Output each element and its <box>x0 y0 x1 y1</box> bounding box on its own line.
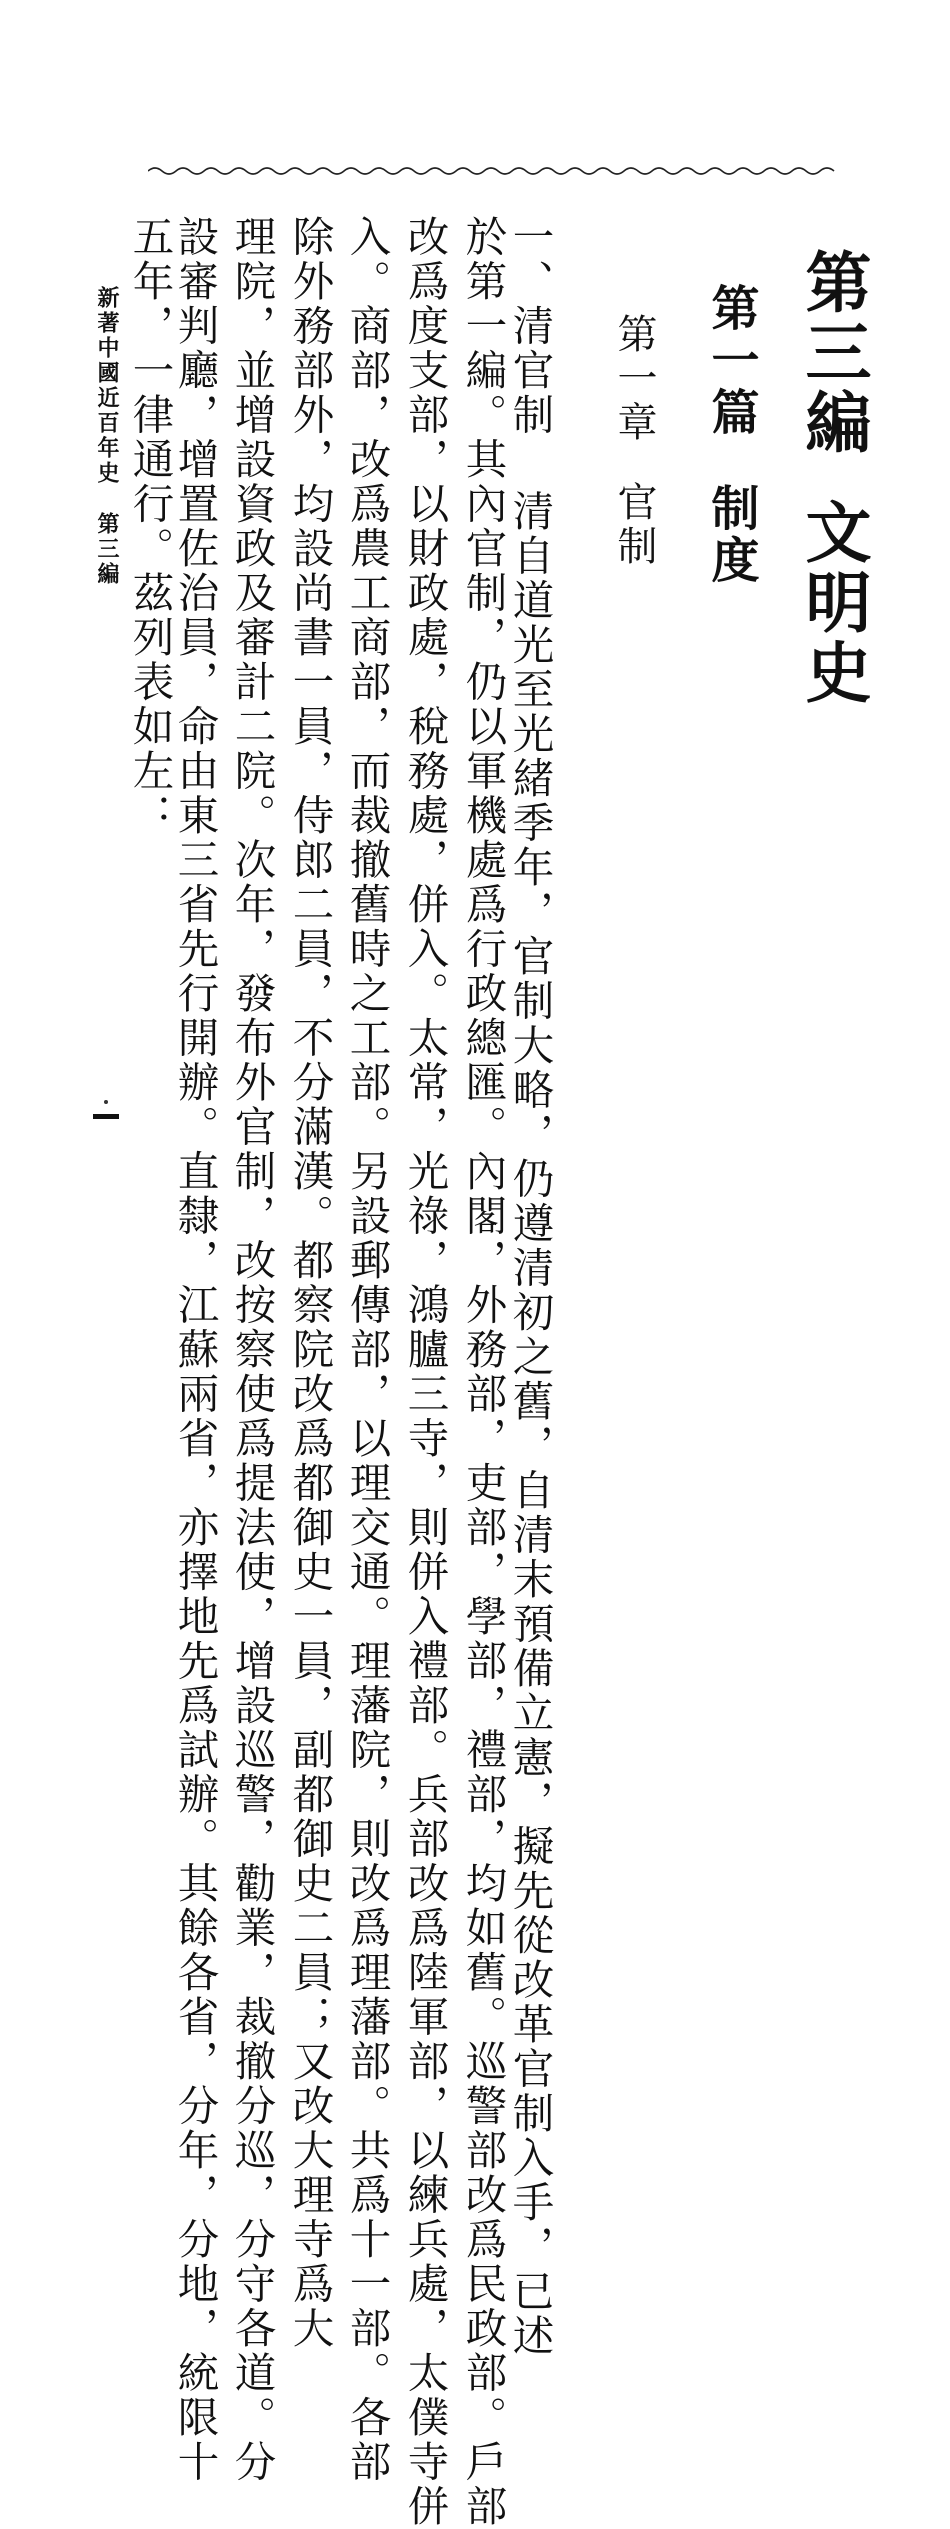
body-text-column: 一、清官制 清自道光至光緒季年，官制大略，仍遵清初之舊，自清末預備立憲，擬先從改革官制入手，已述 <box>505 215 555 2359</box>
page-number <box>93 1114 119 1119</box>
chapter-label: 第一篇 <box>703 283 759 439</box>
body-text-column: 五年，一律通行。茲列表如左： <box>125 215 175 838</box>
part-title-label: 第三編 <box>794 248 872 458</box>
part-title <box>794 248 872 708</box>
body-text-column: 除外務部外，均設尚書一員，侍郎二員，不分滿漢。都察院改爲都御史一員，副都御史二員；又改大理寺爲大 <box>285 215 335 2351</box>
running-footer <box>96 286 118 587</box>
section-name: 官制 <box>611 481 657 569</box>
body-text-column: 於第一編。其內官制，仍以軍機處爲行政總匯。內閣，外務部，吏部，學部，禮部，均如舊。巡警部改爲民政部。戶部 <box>458 215 508 2529</box>
part-title-name: 文明史 <box>794 498 872 708</box>
chapter-name: 制度 <box>703 483 759 587</box>
section-label: 第一章 <box>611 313 657 445</box>
body-text-column: 理院，並增設資政及審計二院。次年，發布外官制，改按察使爲提法使，增設巡警，勸業，裁撤分巡，分守各道。分 <box>227 215 277 2485</box>
chapter-title <box>703 283 759 587</box>
body-text-column: 改爲度支部，以財政處，稅務處，併入。太常，光祿，鴻臚三寺，則併入禮部。兵部改爲陸軍部，以練兵處，太僕寺併 <box>400 215 450 2529</box>
ink-speck <box>104 1100 108 1104</box>
decorative-wavy-rule <box>148 162 840 178</box>
footer-part: 第三編 <box>94 512 120 587</box>
body-text-column: 設審判廳，增置佐治員，命由東三省先行開辦。直隸，江蘇兩省，亦擇地先爲試辦。其餘各省，分年，分地，統限十 <box>170 215 220 2485</box>
footer-book-title: 新著中國近百年史 <box>94 286 120 486</box>
body-text-column: 入。商部，改爲農工商部，而裁撤舊時之工部。另設郵傳部，以理交通。理藩院，則改爲理藩部。共爲十一部。各部 <box>342 215 392 2485</box>
section-title <box>611 313 657 569</box>
